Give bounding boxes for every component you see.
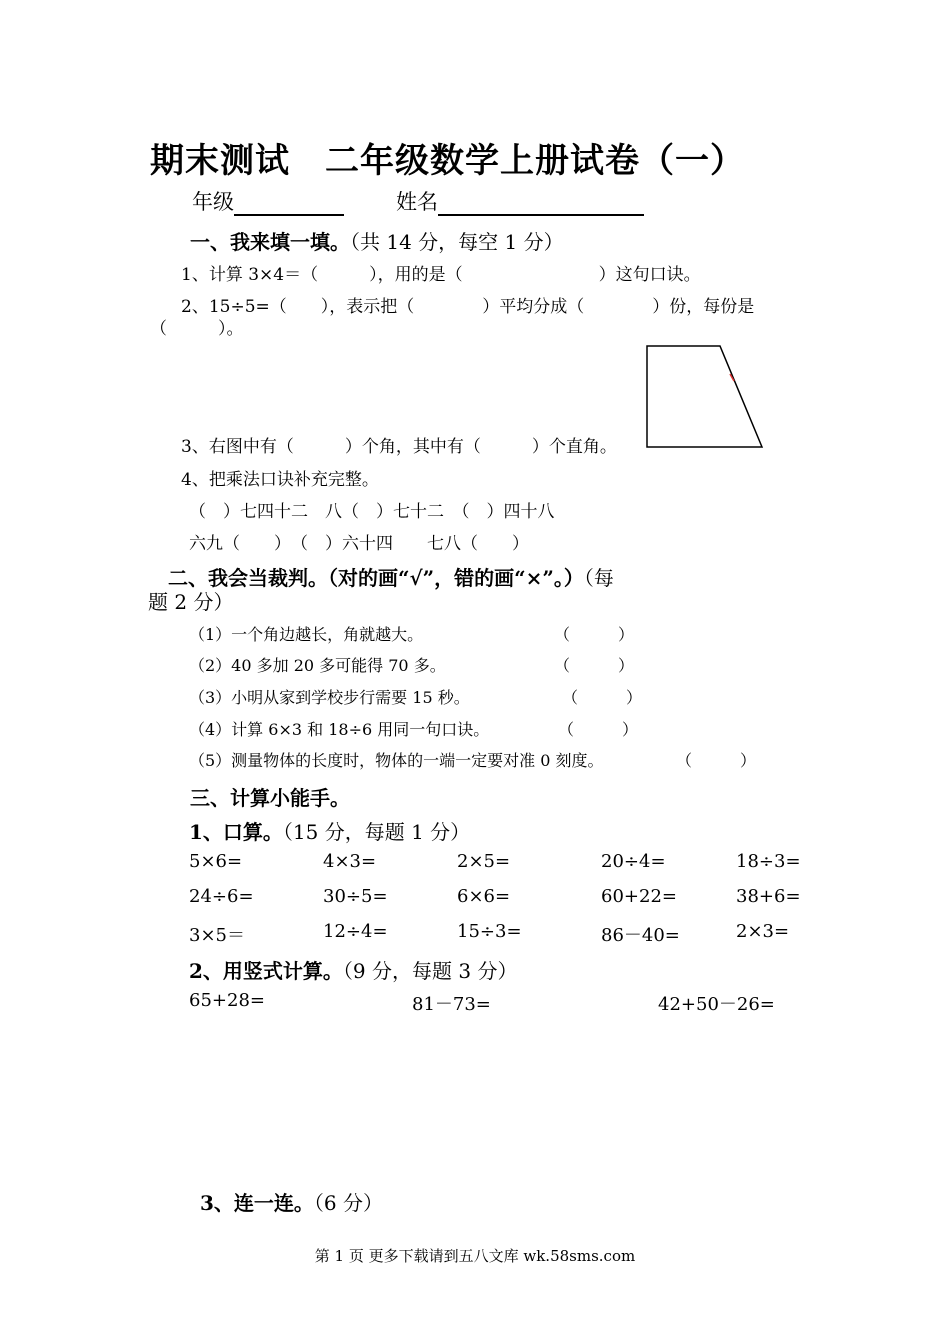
judge-item-5: （5）测量物体的长度时，物体的一端一定要对准 0 刻度。 bbox=[189, 751, 604, 770]
oral-problem: 24÷6= bbox=[189, 886, 254, 907]
multiplication-row-2: 六九（ ） （ ）六十四 七八（ ） bbox=[189, 534, 529, 554]
judge-item-1: （1）一个角边越长，角就越大。 bbox=[189, 625, 424, 644]
vertical-calc-heading: 2、用竖式计算。（9 分，每题 3 分） bbox=[189, 959, 518, 983]
oral-problem: 38+6= bbox=[736, 886, 801, 907]
judge-answer-4: （ ） bbox=[558, 720, 639, 739]
name-field bbox=[396, 186, 644, 216]
question-4: 4、把乘法口诀补充完整。 bbox=[181, 470, 379, 490]
name-label: 姓名 bbox=[396, 190, 438, 214]
trapezoid-figure bbox=[640, 340, 770, 455]
grade-field bbox=[192, 186, 344, 216]
page-footer: 第 1 页 更多下载请到五八文库 wk.58sms.com bbox=[314, 1247, 636, 1265]
question-3: 3、右图中有（ ）个角，其中有（ ）个直角。 bbox=[181, 437, 617, 457]
judge-answer-1: （ ） bbox=[554, 625, 635, 644]
oral-problem: 3×5＝ bbox=[189, 925, 245, 946]
vertical-problem: 42+50－26= bbox=[658, 994, 775, 1015]
oral-problem: 60+22= bbox=[601, 886, 677, 907]
question-2-line2: （ ）。 bbox=[150, 319, 244, 339]
grade-blank bbox=[234, 192, 344, 216]
oral-problem: 2×3= bbox=[736, 921, 790, 942]
oral-calc-heading: 1、口算。（15 分，每题 1 分） bbox=[189, 820, 471, 844]
oral-problem: 18÷3= bbox=[736, 851, 801, 872]
oral-problem: 30÷5= bbox=[323, 886, 388, 907]
judge-item-3: （3）小明从家到学校步行需要 15 秒。 bbox=[189, 688, 470, 707]
page-title: 期末测试 二年级数学上册试卷（一） bbox=[150, 141, 745, 181]
judge-answer-2: （ ） bbox=[554, 656, 635, 675]
section2-heading: 二、我会当裁判。（对的画“√”，错的画“×”。）（每 bbox=[168, 566, 614, 590]
vertical-problem: 81－73= bbox=[412, 994, 491, 1015]
judge-answer-5: （ ） bbox=[676, 751, 757, 770]
oral-problem: 15÷3= bbox=[457, 921, 522, 942]
section3-heading: 三、计算小能手。 bbox=[190, 786, 350, 810]
oral-problem: 6×6= bbox=[457, 886, 511, 907]
section1-heading: 一、我来填一填。（共 14 分，每空 1 分） bbox=[190, 230, 564, 254]
judge-item-2: （2）40 多加 20 多可能得 70 多。 bbox=[189, 656, 446, 675]
matching-heading: 3、连一连。（6 分） bbox=[200, 1191, 384, 1215]
judge-item-4: （4）计算 6×3 和 18÷6 用同一句口诀。 bbox=[189, 720, 490, 739]
oral-problem: 4×3= bbox=[323, 851, 377, 872]
name-blank bbox=[438, 192, 644, 216]
grade-label: 年级 bbox=[192, 190, 234, 214]
multiplication-row-1: （ ）七四十二 八（ ）七十二 （ ）四十八 bbox=[189, 502, 555, 522]
judge-answer-3: （ ） bbox=[562, 688, 643, 707]
question-1: 1、计算 3×4＝（ ），用的是（ ）这句口诀。 bbox=[181, 265, 701, 285]
question-2-line1: 2、15÷5=（ ），表示把（ ）平均分成（ ）份，每份是 bbox=[181, 297, 755, 317]
section2-note-line2: 题 2 分） bbox=[148, 590, 234, 614]
oral-problem: 86－40= bbox=[601, 925, 680, 946]
oral-problem: 12÷4= bbox=[323, 921, 388, 942]
vertical-problem: 65+28= bbox=[189, 990, 265, 1011]
oral-problem: 2×5= bbox=[457, 851, 511, 872]
oral-problem: 20÷4= bbox=[601, 851, 666, 872]
oral-problem: 5×6= bbox=[189, 851, 243, 872]
